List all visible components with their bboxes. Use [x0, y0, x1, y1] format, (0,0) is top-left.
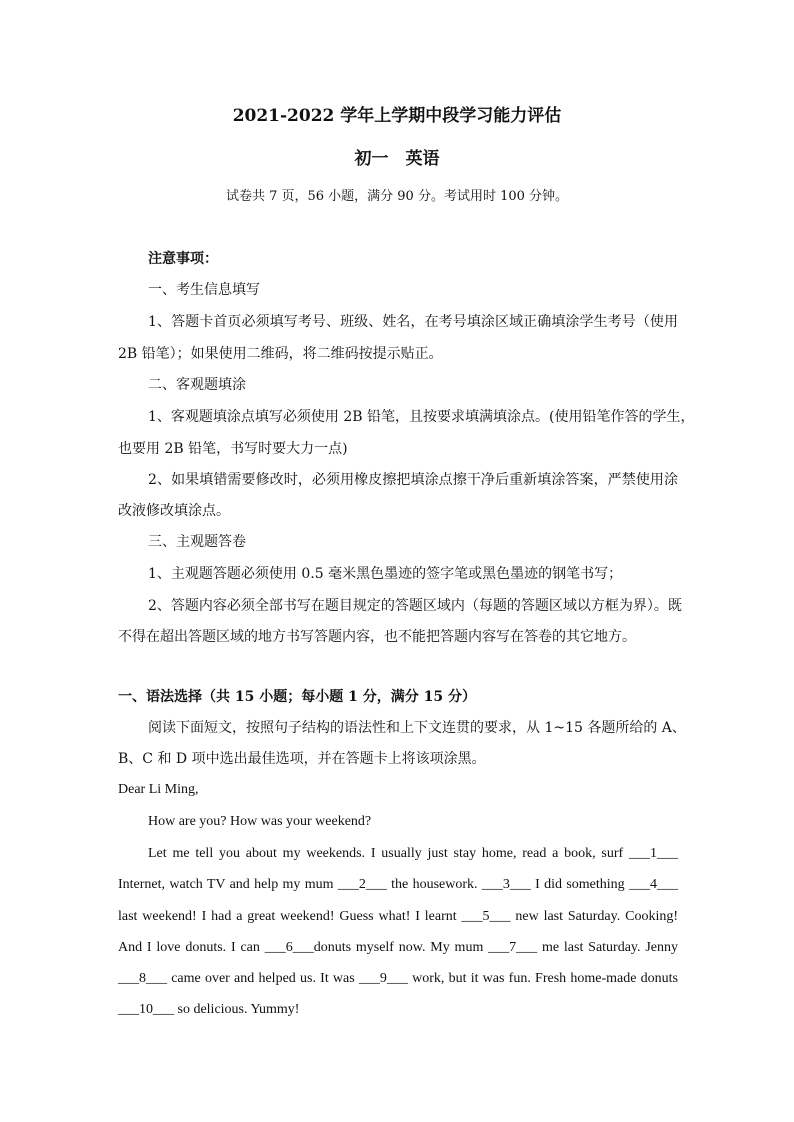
- exam-meta: 试卷共 7 页，56 小题，满分 90 分。考试用时 100 分钟。: [225, 189, 569, 204]
- notes-section-3-rule-2-cont: 不得在超出答题区域的地方书写答题内容，也不能把答题内容写在答卷的其它地方。: [118, 629, 636, 645]
- letter-paragraph-2-line-6: ___10___ so delicious. Yummy!: [118, 1002, 300, 1017]
- notes-section-3-rule-2: 2、答题内容必须全部书写在题目规定的答题区域内（每题的答题区域以方框为界）。既: [148, 598, 682, 614]
- notes-section-3-title: 三、主观题答卷: [148, 534, 246, 550]
- section-1-instructions: 阅读下面短文，按照句子结构的语法性和上下文连贯的要求，从 1~15 各题所给的 A、: [148, 720, 686, 736]
- notes-heading: 注意事项：: [148, 251, 218, 267]
- notes-section-2-rule-2-cont: 改液修改填涂点。: [118, 503, 230, 519]
- notes-section-2-rule-1: 1、客观题填涂点填写必须使用 2B 铅笔，且按要求填满填涂点。(使用铅笔作答的学生，: [148, 409, 695, 425]
- letter-paragraph-2-line-2: Internet, watch TV and help my mum ___2___ the housework. ___3___ I did something ___4___: [118, 877, 678, 892]
- notes-section-2-rule-2: 2、如果填错需要修改时，必须用橡皮擦把填涂点擦干净后重新填涂答案，严禁使用涂: [148, 472, 678, 488]
- letter-paragraph-2-line-4: And I love donuts. I can ___6___donuts myself now. My mum ___7___ me last Saturday. Jenny: [118, 940, 678, 955]
- section-1-instructions-cont: B、C 和 D 项中选出最佳选项，并在答题卡上将该项涂黑。: [118, 751, 486, 767]
- notes-section-1-rule-1: 1、答题卡首页必须填写考号、班级、姓名，在考号填涂区域正确填涂学生考号（使用: [148, 314, 678, 330]
- section-1-heading: 一、语法选择（共 15 小题；每小题 1 分，满分 15 分）: [118, 689, 476, 705]
- notes-section-1-rule-1-cont: 2B 铅笔）；如果使用二维码，将二维码按提示贴正。: [118, 346, 443, 362]
- letter-salutation: Dear Li Ming,: [118, 782, 199, 797]
- notes-section-2-rule-1-cont: 也要用 2B 铅笔，书写时要大力一点): [118, 441, 348, 457]
- notes-section-2-title: 二、客观题填涂: [148, 377, 246, 393]
- page-subtitle: 初一 英语: [354, 149, 440, 169]
- letter-paragraph-1: How are you? How was your weekend?: [148, 814, 372, 829]
- letter-paragraph-2-line-3: last weekend! I had a great weekend! Guess what! I learnt ___5___ new last Saturday. Cooking!: [118, 909, 678, 924]
- letter-paragraph-2-line-1: Let me tell you about my weekends. I usually just stay home, read a book, surf ___1___: [148, 846, 678, 861]
- page-title: 2021-2022 学年上学期中段学习能力评估: [232, 106, 562, 126]
- notes-section-3-rule-1: 1、主观题答题必须使用 0.5 毫米黑色墨迹的签字笔或黑色墨迹的钢笔书写；: [148, 566, 623, 582]
- notes-section-1-title: 一、考生信息填写: [148, 282, 260, 298]
- letter-paragraph-2-line-5: ___8___ came over and helped us. It was ___9___ work, but it was fun. Fresh home-made donuts: [118, 971, 678, 986]
